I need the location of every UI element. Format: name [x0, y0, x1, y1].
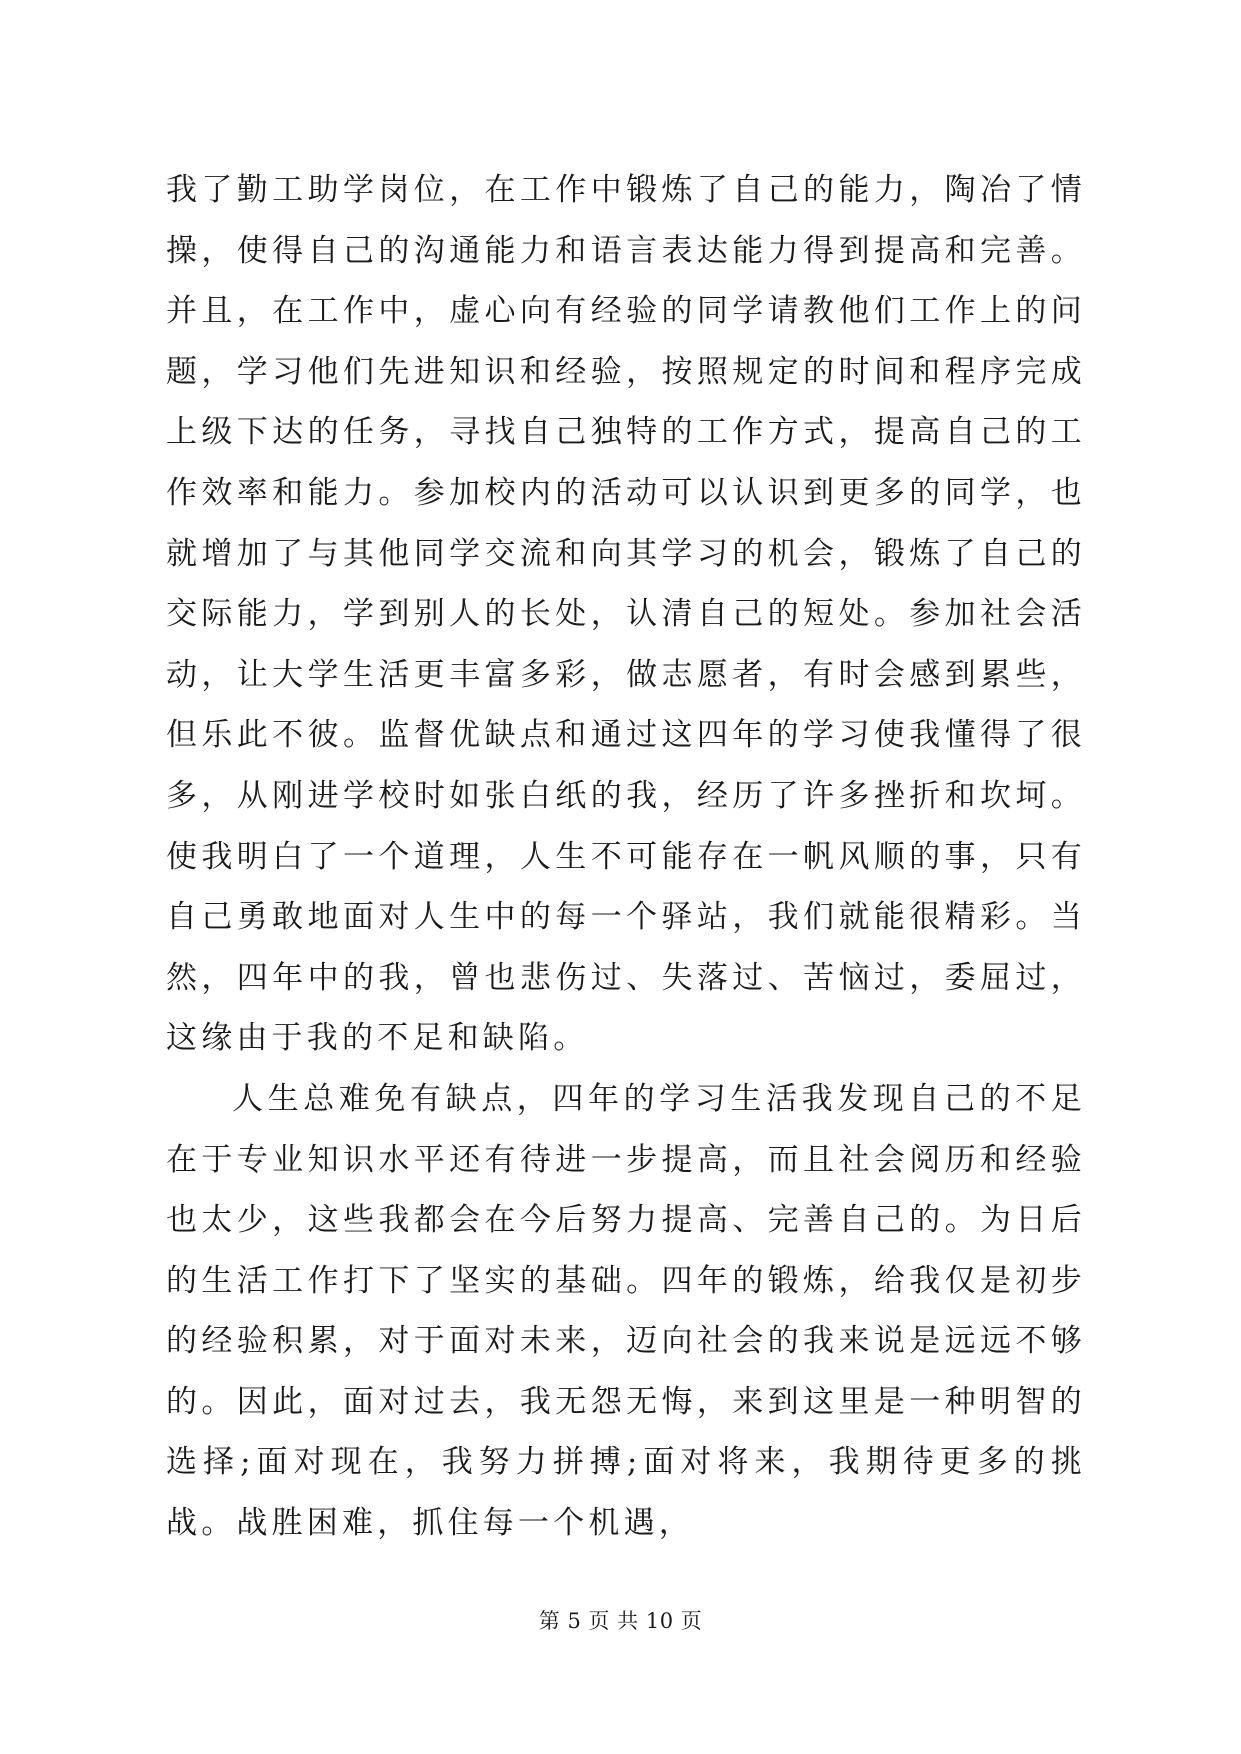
page-number-footer: 第 5 页 共 10 页 [538, 1609, 703, 1633]
paragraph-1: 我了勤工助学岗位，在工作中锻炼了自己的能力，陶冶了情操，使得自己的沟通能力和语言表达能力得到提高和完善。并且，在工作中，虚心向有经验的同学请教他们工作上的问题，学习他们先进知识和经验，按照规定的时间和程序完成上级下达的任务，寻找自己独特的工作方式，提高自己的工作效率和能力。参加校内的活动可以认识到更多的同学，也就增加了与其他同学交流和向其学习的机会，锻炼了自己的交际能力，学到别人的长处，认清自己的短处。参加社会活动，让大学生活更丰富多彩，做志愿者，有时会感到累些，但乐此不彼。监督优缺点和通过这四年的学习使我懂得了很多，从刚进学校时如张白纸的我，经历了许多挫折和坎坷。使我明白了一个道理，人生不可能存在一帆风顺的事，只有自己勇敢地面对人生中的每一个驿站，我们就能很精彩。当然，四年中的我，曾也悲伤过、失落过、苦恼过，委屈过，这缘由于我的不足和缺陷。 [166, 172, 1086, 1057]
paragraph-2: 人生总难免有缺点，四年的学习生活我发现自己的不足在于专业知识水平还有待进一步提高，而且社会阅历和经验也太少，这些我都会在今后努力提高、完善自己的。为日后的生活工作打下了坚实的基础。四年的锻炼，给我仅是初步的经验积累，对于面对未来，迈向社会的我来说是远远不够的。因此，面对过去，我无怨无悔，来到这里是一种明智的选择;面对现在，我努力拼搏;面对将来，我期待更多的挑战。战胜困难，抓住每一个机遇， [166, 1080, 1086, 1542]
document-body [166, 160, 1086, 1554]
